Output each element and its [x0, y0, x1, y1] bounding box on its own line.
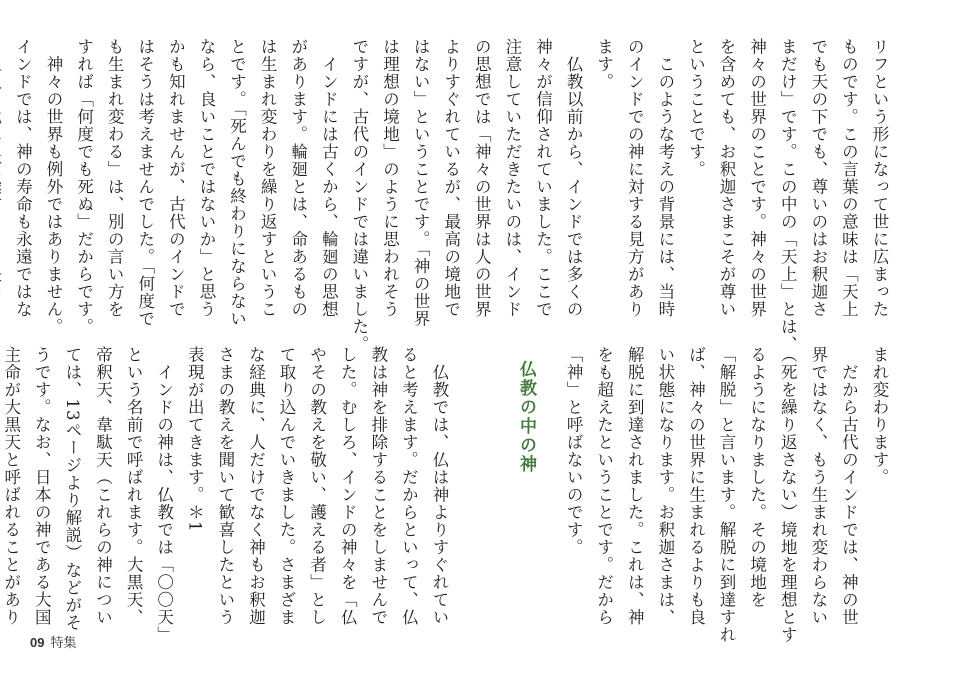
body-text-bottom-left: 仏教では、仏は神よりすぐれてい ると考えます。だからといって、仏 教は神を排除することをしませんで した。むしろ、インドの神々を「仏 やその教えを敬い、護える者」とし て取り込んでいきました。さまざま な経典に、人だけでなく神もお釈迦 さまの教えを聞いて歓喜したという 表現が出てきます。＊1 インドの神は、仏教では「〇〇天」 という名前で呼ばれます。大黒天、 帝釈天、韋駄天（これらの神につい ては、13ページより解説）などがそ うです。なお、日本の神である大国 主命が大黒天と呼ばれることがあり	[1, 346, 449, 644]
section-heading: 仏教の中の神	[516, 360, 536, 474]
page-number: 09	[30, 635, 45, 650]
body-text-top: リフという形になって世に広まった ものです。この言葉の意味は「天上 でも天の下でも、尊いのはお釈迦さ まだけ」です。この中の「天上」とは、 神々の世界のことです。神々の世界 を含めても、お釈迦さまこそが尊い ということです。 このような考えの背景には、当時 のインドでの神に対する見方があり ます。 仏教以前から、インドでは多くの 神々が信仰されていました。ここで 注意していただきたいのは、インド の思想では「神々の世界は人の世界 よりすぐれているが、最高の境地で はない」ということです。「神の世界 は理想の境地」のように思われそう ですが、古代のインドでは違いました。 インドには古くから、輪廻の思想 があります。輪廻とは、命あるもの は生まれ変わりを繰り返すというこ とです。「死んでも終わりにならない なら、良いことではないか」と思う かも知れませんが、古代のインドで はそうは考えませんでした。「何度で も生まれ変わる」は、別の言い方を すれば「何度でも死ぬ」だからです。 神々の世界も例外ではありません。 インドでは、神の寿命も永遠ではな	[13, 38, 889, 353]
section-label: 特集	[50, 635, 77, 650]
body-text-bottom-right: まれ変わります。 だから古代のインドでは、神の世 界ではなく、もう生まれ変わらない （死を繰り返さない）境地を理想とす るようになりました。その境地を 「解脱」と言います。解脱に到達すれ ば、神々の世界に生まれるよりも良 い状態になります。お釈迦さまは、 解脱に到達されました。これは、神 をも超えたということです。だから 「神」と呼ばないのです。	[564, 346, 889, 644]
page-footer	[30, 632, 76, 651]
